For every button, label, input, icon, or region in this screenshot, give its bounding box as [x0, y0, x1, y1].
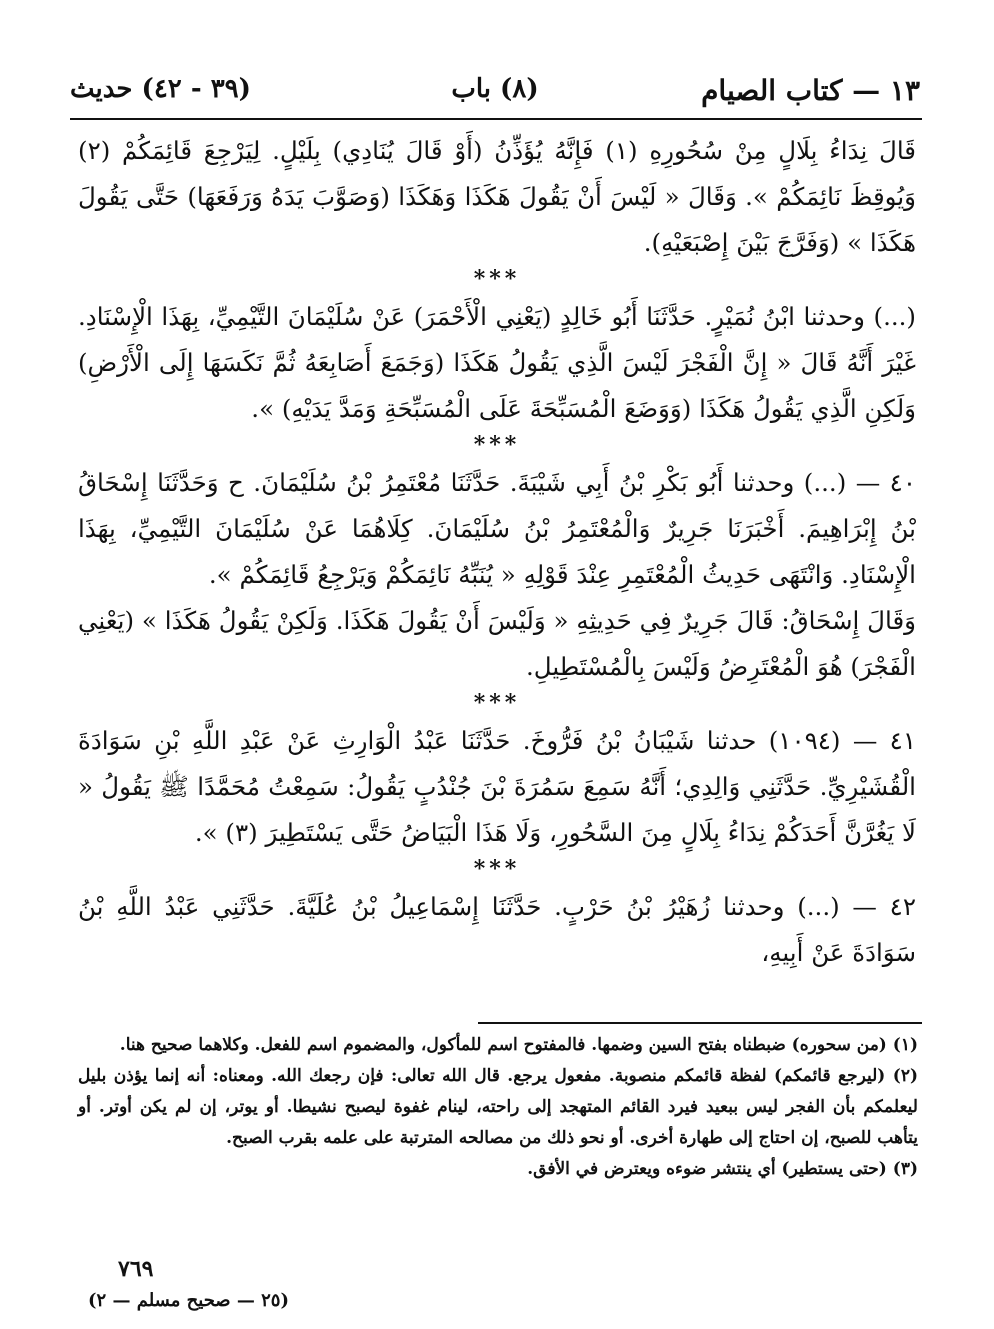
separator-stars: *** — [473, 266, 521, 292]
paragraph-1: قَالَ نِدَاءُ بِلَالٍ مِنْ سُحُورِهِ (١) فَإِنَّهُ يُؤَذِّنُ (أَوْ قَالَ يُنَادِي) بِلَيْلٍ. لِيَرْجِعَ قَائِمَكُمْ (٢) وَيُوقِظَ نَائِمَكُمْ ». وَقَالَ « لَيْسَ أَنْ يَقُولَ هَكَذَا وَهَكَذَا (وَصَوَّبَ يَدَهُ وَرَفَعَهَا) حَتَّى يَقُولَ هَكَذَا » (وَفَرَّجَ بَيْنَ إِصْبَعَيْهِ). — [78, 136, 916, 257]
footnote-1: (١) (من سحوره) ضبطناه بفتح السين وضمها. فالمفتوح اسم للمأكول، والمضموم اسم للفعل. وكلاهما صحيح هنا. — [119, 1035, 918, 1055]
printer-signature: (٢٥ — صحيح مسلم — ٢) — [88, 1290, 290, 1311]
header-book-title: ١٣ — كتاب الصيام — [701, 74, 920, 107]
page-number: ٧٦٩ — [118, 1256, 154, 1282]
footnote-2: (٢) (ليرجع قائمكم) لفظة قائمكم منصوبة. مفعول يرجع. قال الله تعالى: فإن رجعك الله. ومعناه: أنه إنما يؤذن بليل ليعلمكم بأن الفجر ليس ببعيد فيرد القائم المتهجد إلى راحته، لينام غفوة ليصبح نشيطا. أو يوتر، إن لم يكن أوتر. أو يتأهب للصبح، إن احتاج إلى طهارة أخرى. أو نحو ذلك من مصالحه المترتبة على علمه بقرب الصبح. — [78, 1066, 918, 1148]
separator-stars: *** — [473, 432, 521, 458]
hadith-42: ٤٢ — (...) وحدثنا زُهَيْرُ بْنُ حَرْبٍ. حَدَّثَنَا إِسْمَاعِيلُ بْنُ عُلَيَّةَ. حَدَّثَنِي عَبْدُ اللَّهِ بْنُ سَوَادَةَ عَنْ أَبِيهِ، — [78, 892, 916, 967]
main-text — [78, 128, 916, 976]
header-chapter: (٨) باب — [451, 74, 539, 104]
footnote-3: (٣) (حتى يستطير) أي ينتشر ضوءه ويعترض في الأفق. — [527, 1159, 918, 1179]
footnotes — [78, 1030, 918, 1185]
header-hadith-range: (٣٩ - ٤٢) حديث — [70, 74, 251, 104]
paragraph-2: (...) وحدثنا ابْنُ نُمَيْرٍ. حَدَّثَنَا أَبُو خَالِدٍ (يَعْنِي الْأَحْمَرَ) عَنْ سُلَيْمَانَ التَّيْمِيِّ، بِهَذَا الْإِسْنَادِ. غَيْرَ أَنَّهُ قَالَ « إِنَّ الْفَجْرَ لَيْسَ الَّذِي يَقُولُ هَكَذَا (وَجَمَعَ أَصَابِعَهُ ثُمَّ نَكَسَهَا إِلَى الْأَرْضِ) وَلَكِنِ الَّذِي يَقُولُ هَكَذَا (وَوَضَعَ الْمُسَبِّحَةَ عَلَى الْمُسَبِّحَةِ وَمَدَّ يَدَيْهِ) ». — [78, 302, 916, 423]
separator-stars: *** — [473, 856, 521, 882]
header-rule — [70, 118, 922, 120]
running-header — [70, 72, 920, 116]
footnote-rule — [478, 1022, 922, 1024]
hadith-40: ٤٠ — (...) وحدثنا أَبُو بَكْرِ بْنُ أَبِي شَيْبَةَ. حَدَّثَنَا مُعْتَمِرُ بْنُ سُلَيْمَانَ. ح وَحَدَّثَنَا إِسْحَاقُ بْنُ إِبْرَاهِيمَ. أَخْبَرَنَا جَرِيرٌ وَالْمُعْتَمِرُ بْنُ سُلَيْمَانَ. كِلَاهُمَا عَنْ سُلَيْمَانَ التَّيْمِيِّ، بِهَذَا الْإِسْنَادِ. وَانْتَهَى حَدِيثُ الْمُعْتَمِرِ عِنْدَ قَوْلِهِ « يُنَبِّهُ نَائِمَكُمْ وَيَرْجِعُ قَائِمَكُمْ ». — [78, 468, 916, 589]
paragraph-ishaq: وَقَالَ إِسْحَاقُ: قَالَ جَرِيرٌ فِي حَدِيثِهِ « وَلَيْسَ أَنْ يَقُولَ هَكَذَا. وَلَكِنْ يَقُولُ هَكَذَا » (يَعْنِي الْفَجْرَ) هُوَ الْمُعْتَرِضُ وَلَيْسَ بِالْمُسْتَطِيلِ. — [78, 606, 916, 681]
separator-stars: *** — [473, 690, 521, 716]
hadith-41: ٤١ — (١٠٩٤) حدثنا شَيْبَانُ بْنُ فَرُّوخَ. حَدَّثَنَا عَبْدُ الْوَارِثِ عَنْ عَبْدِ اللَّهِ بْنِ سَوَادَةَ الْقُشَيْرِيِّ. حَدَّثَنِي وَالِدِي؛ أَنَّهُ سَمِعَ سَمُرَةَ بْنَ جُنْدُبٍ يَقُولُ: سَمِعْتُ مُحَمَّدًا ﷺ يَقُولُ « لَا يَغُرَّنَّ أَحَدَكُمْ نِدَاءُ بِلَالٍ مِنَ السَّحُورِ، وَلَا هَذَا الْبَيَاضُ حَتَّى يَسْتَطِيرَ (٣) ». — [78, 726, 916, 847]
